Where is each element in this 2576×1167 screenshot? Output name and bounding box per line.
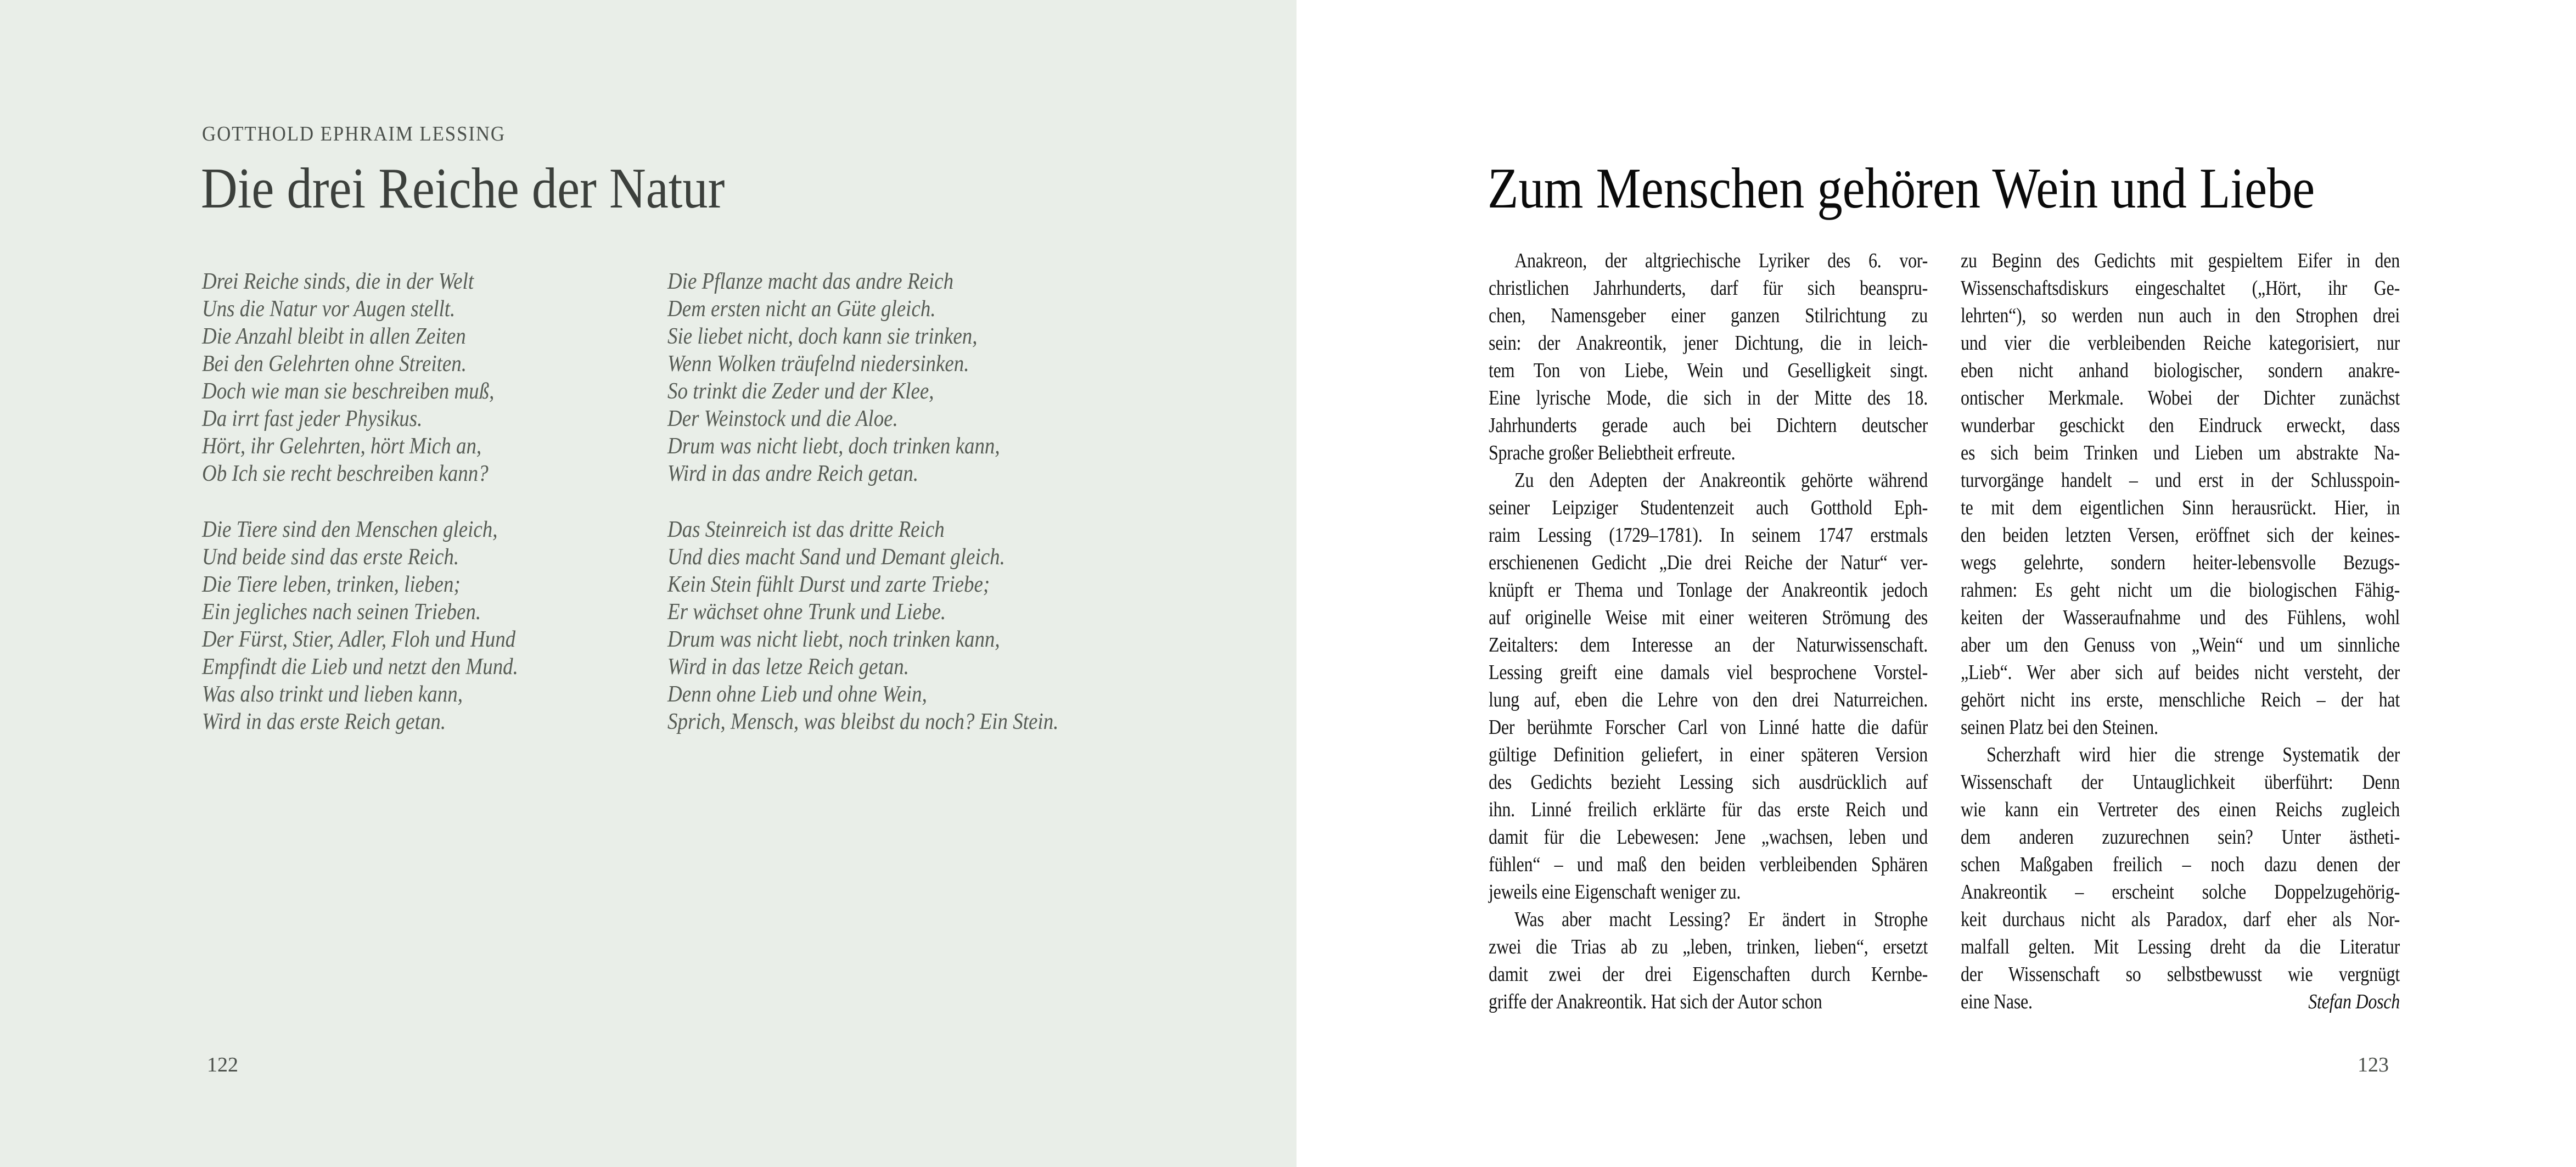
essay-line: sein: der Anakreontik, jener Dichtung, die in leich-	[1489, 332, 1928, 355]
essay-line: Anakreon, der altgriechische Lyriker des 6. vor-	[1514, 249, 1928, 272]
essay-paragraph	[1489, 467, 1928, 906]
poem-line: Wird in das andre Reich getan.	[667, 461, 919, 486]
page-number-right: 123	[2358, 1053, 2389, 1076]
poem-stanza	[202, 516, 518, 736]
essay-column-1	[1489, 247, 1928, 1015]
poem-line: Ob Ich sie recht beschreiben kann?	[202, 461, 489, 486]
essay-paragraph	[1961, 247, 2400, 741]
essay-line: Jahrhunderts gerade auch bei Dichtern deutscher	[1489, 414, 1928, 437]
essay-line-text: eine Nase.	[1961, 990, 2033, 1013]
essay-line: rahmen: Es geht nicht um die biologischen Fähig-	[1961, 579, 2400, 602]
poem-line: Sie liebet nicht, doch kann sie trinken,	[667, 324, 978, 349]
essay-line: dem anderen zuzurechnen sein? Unter ästheti-	[1961, 826, 2400, 849]
essay-line: wegs gelehrte, sondern heiter-lebensvolle Bezugs-	[1961, 551, 2400, 574]
poem-line: Die Tiere leben, trinken, lieben;	[202, 572, 461, 597]
poem-line: So trinkt die Zeder und der Klee,	[667, 379, 934, 404]
poem-line: Empfindt die Lieb und netzt den Mund.	[202, 654, 518, 680]
essay-line: Eine lyrische Mode, die sich in der Mitte des 18.	[1489, 386, 1928, 409]
essay-line: keit durchaus nicht als Paradox, darf eher als Nor-	[1961, 908, 2400, 931]
poem-line: Bei den Gelehrten ohne Streiten.	[202, 351, 467, 377]
essay-line: knüpft er Thema und Tonlage der Anakreontik jedoch	[1489, 579, 1928, 602]
poem-line: Drum was nicht liebt, noch trinken kann,	[667, 627, 1000, 652]
essay-line: Der berühmte Forscher Carl von Linné hatte die dafür	[1489, 716, 1928, 739]
poem-line: Drei Reiche sinds, die in der Welt	[202, 269, 474, 294]
essay-line: chen, Namensgeber einer ganzen Stilrichtung zu	[1489, 304, 1928, 327]
poem-stanza	[667, 516, 1058, 736]
essay-line: griffe der Anakreontik. Hat sich der Autor schon	[1489, 990, 1822, 1013]
essay-line: turvorgänge handelt – und erst in der Schlusspoin-	[1961, 469, 2400, 492]
essay-line: gültige Definition geliefert, in einer späteren Version	[1489, 743, 1928, 766]
poem-line: Wird in das letze Reich getan.	[667, 654, 910, 680]
essay-line: und vier die verbleibenden Reiche kategorisiert, nur	[1961, 332, 2400, 355]
poem-line: Doch wie man sie beschreiben muß,	[202, 379, 495, 404]
poem-line: Was also trinkt und lieben kann,	[202, 682, 463, 707]
byline: Stefan Dosch	[2308, 990, 2400, 1013]
poem-line: Wenn Wolken träufelnd niedersinken.	[667, 351, 969, 377]
essay-line: Sprache großer Beliebtheit erfreute.	[1489, 441, 1736, 464]
page-number-left: 122	[207, 1053, 238, 1076]
essay-line: Wissenschaft der Untauglichkeit überführt: Denn	[1961, 771, 2400, 794]
poem-line: Die Anzahl bleibt in allen Zeiten	[202, 324, 466, 349]
essay-line: wunderbar geschickt den Eindruck erweckt, dass	[1961, 414, 2400, 437]
essay-title: Zum Menschen gehören Wein und Liebe	[1488, 156, 2315, 220]
essay-line: Scherzhaft wird hier die strenge Systematik der	[1986, 743, 2400, 766]
poem-line: Die Tiere sind den Menschen gleich,	[202, 517, 498, 542]
poem-line: Das Steinreich ist das dritte Reich	[667, 517, 945, 542]
right-page	[1297, 0, 2576, 1167]
essay-line: seiner Leipziger Studentenzeit auch Gotthold Eph-	[1489, 496, 1928, 519]
poem-line: Wird in das erste Reich getan.	[202, 709, 446, 734]
essay-paragraph	[1489, 906, 1928, 1015]
poem-line: Uns die Natur vor Augen stellt.	[202, 296, 456, 322]
essay-column-2	[1961, 247, 2400, 1015]
essay-line: malfall gelten. Mit Lessing dreht da die Literatur	[1961, 935, 2400, 958]
essay-line: „Lieb“. Wer aber sich auf beides nicht versteht, der	[1961, 661, 2400, 684]
essay-line: raim Lessing (1729–1781). In seinem 1747 erstmals	[1489, 524, 1928, 547]
essay-line: zu Beginn des Gedichts mit gespieltem Eifer in den	[1961, 249, 2400, 272]
poem-line: Der Weinstock und die Aloe.	[667, 406, 898, 431]
essay-line: te mit dem eigentlichen Sinn herausrückt. Hier, in	[1961, 496, 2400, 519]
poem-line: Sprich, Mensch, was bleibst du noch? Ein Stein.	[667, 709, 1059, 734]
poem-line: Der Fürst, Stier, Adler, Floh und Hund	[202, 627, 516, 652]
poem-stanza	[667, 268, 1058, 487]
essay-line: keiten der Wasseraufnahme und des Fühlens, wohl	[1961, 606, 2400, 629]
essay-line: seinen Platz bei den Steinen.	[1961, 716, 2158, 739]
essay-line: damit zwei der drei Eigenschaften durch Kernbe-	[1489, 963, 1928, 986]
essay-line: zwei die Trias ab zu „leben, trinken, lieben“, ersetzt	[1489, 935, 1928, 958]
poem-column-1	[202, 268, 518, 764]
essay-line: es sich beim Trinken und Lieben um abstrakte Na-	[1961, 441, 2400, 464]
essay-line: eben nicht anhand biologischer, sondern anakre-	[1961, 359, 2400, 382]
essay-line: lehrten“), so werden nun auch in den Strophen drei	[1961, 304, 2400, 327]
poem-author: GOTTHOLD EPHRAIM LESSING	[202, 122, 506, 145]
essay-line: der Wissenschaft so selbstbewusst wie vergnügt	[1961, 963, 2400, 986]
essay-line: Lessing greift eine damals viel besprochene Vorstel-	[1489, 661, 1928, 684]
essay-line: den beiden letzten Versen, eröffnet sich der keines-	[1961, 524, 2400, 547]
essay-paragraph	[1489, 247, 1928, 467]
essay-line: Zu den Adepten der Anakreontik gehörte während	[1514, 469, 1928, 492]
poem-line: Und beide sind das erste Reich.	[202, 545, 459, 570]
poem-line: Dem ersten nicht an Güte gleich.	[667, 296, 936, 322]
essay-line: ontischer Merkmale. Wobei der Dichter zunächst	[1961, 386, 2400, 409]
essay-line: Zeitalters: dem Interesse an der Naturwissenschaft.	[1489, 633, 1928, 657]
essay-line: christlichen Jahrhunderts, darf für sich beanspru-	[1489, 277, 1928, 300]
essay-line	[1961, 988, 2400, 1015]
poem-line: Hört, ihr Gelehrten, hört Mich an,	[202, 434, 482, 459]
essay-line: ihn. Linné freilich erklärte für das erste Reich und	[1489, 798, 1928, 821]
poem-line: Die Pflanze macht das andre Reich	[667, 269, 954, 294]
essay-line: auf originelle Weise mit einer weiteren Strömung des	[1489, 606, 1928, 629]
essay-line: Anakreontik – erscheint solche Doppelzugehörig-	[1961, 880, 2400, 904]
essay-line: jeweils eine Eigenschaft weniger zu.	[1489, 880, 1741, 904]
poem-stanza	[202, 268, 518, 487]
poem-line: Drum was nicht liebt, doch trinken kann,	[667, 434, 1000, 459]
poem-line: Da irrt fast jeder Physikus.	[202, 406, 423, 431]
essay-paragraph	[1961, 741, 2400, 1015]
poem-line: Ein jegliches nach seinen Trieben.	[202, 599, 481, 625]
essay-line: gehört nicht ins erste, menschliche Reich – der hat	[1961, 688, 2400, 711]
essay-line: des Gedichts bezieht Lessing sich ausdrücklich auf	[1489, 771, 1928, 794]
poem-title: Die drei Reiche der Natur	[201, 156, 725, 220]
essay-line: fühlen“ – und maß den beiden verbleibenden Sphären	[1489, 853, 1928, 876]
poem-line: Und dies macht Sand und Demant gleich.	[667, 545, 1005, 570]
essay-line: erschienenen Gedicht „Die drei Reiche der Natur“ ver-	[1489, 551, 1928, 574]
poem-line: Er wächset ohne Trunk und Liebe.	[667, 599, 946, 625]
essay-line: schen Maßgaben freilich – noch dazu denen der	[1961, 853, 2400, 876]
poem-line: Denn ohne Lieb und ohne Wein,	[667, 682, 927, 707]
essay-line: Was aber macht Lessing? Er ändert in Strophe	[1514, 908, 1928, 931]
essay-line: tem Ton von Liebe, Wein und Geselligkeit singt.	[1489, 359, 1928, 382]
essay-line: lung auf, eben die Lehre von den drei Naturreichen.	[1489, 688, 1928, 711]
essay-line: aber um den Genuss von „Wein“ und um sinnliche	[1961, 633, 2400, 657]
essay-line: damit für die Lebewesen: Jene „wachsen, leben und	[1489, 826, 1928, 849]
poem-line: Kein Stein fühlt Durst und zarte Triebe;	[667, 572, 990, 597]
essay-line: Wissenschaftsdiskurs eingeschaltet („Hört, ihr Ge-	[1961, 277, 2400, 300]
essay-line: wie kann ein Vertreter des einen Reichs zugleich	[1961, 798, 2400, 821]
poem-column-2	[667, 268, 1058, 764]
